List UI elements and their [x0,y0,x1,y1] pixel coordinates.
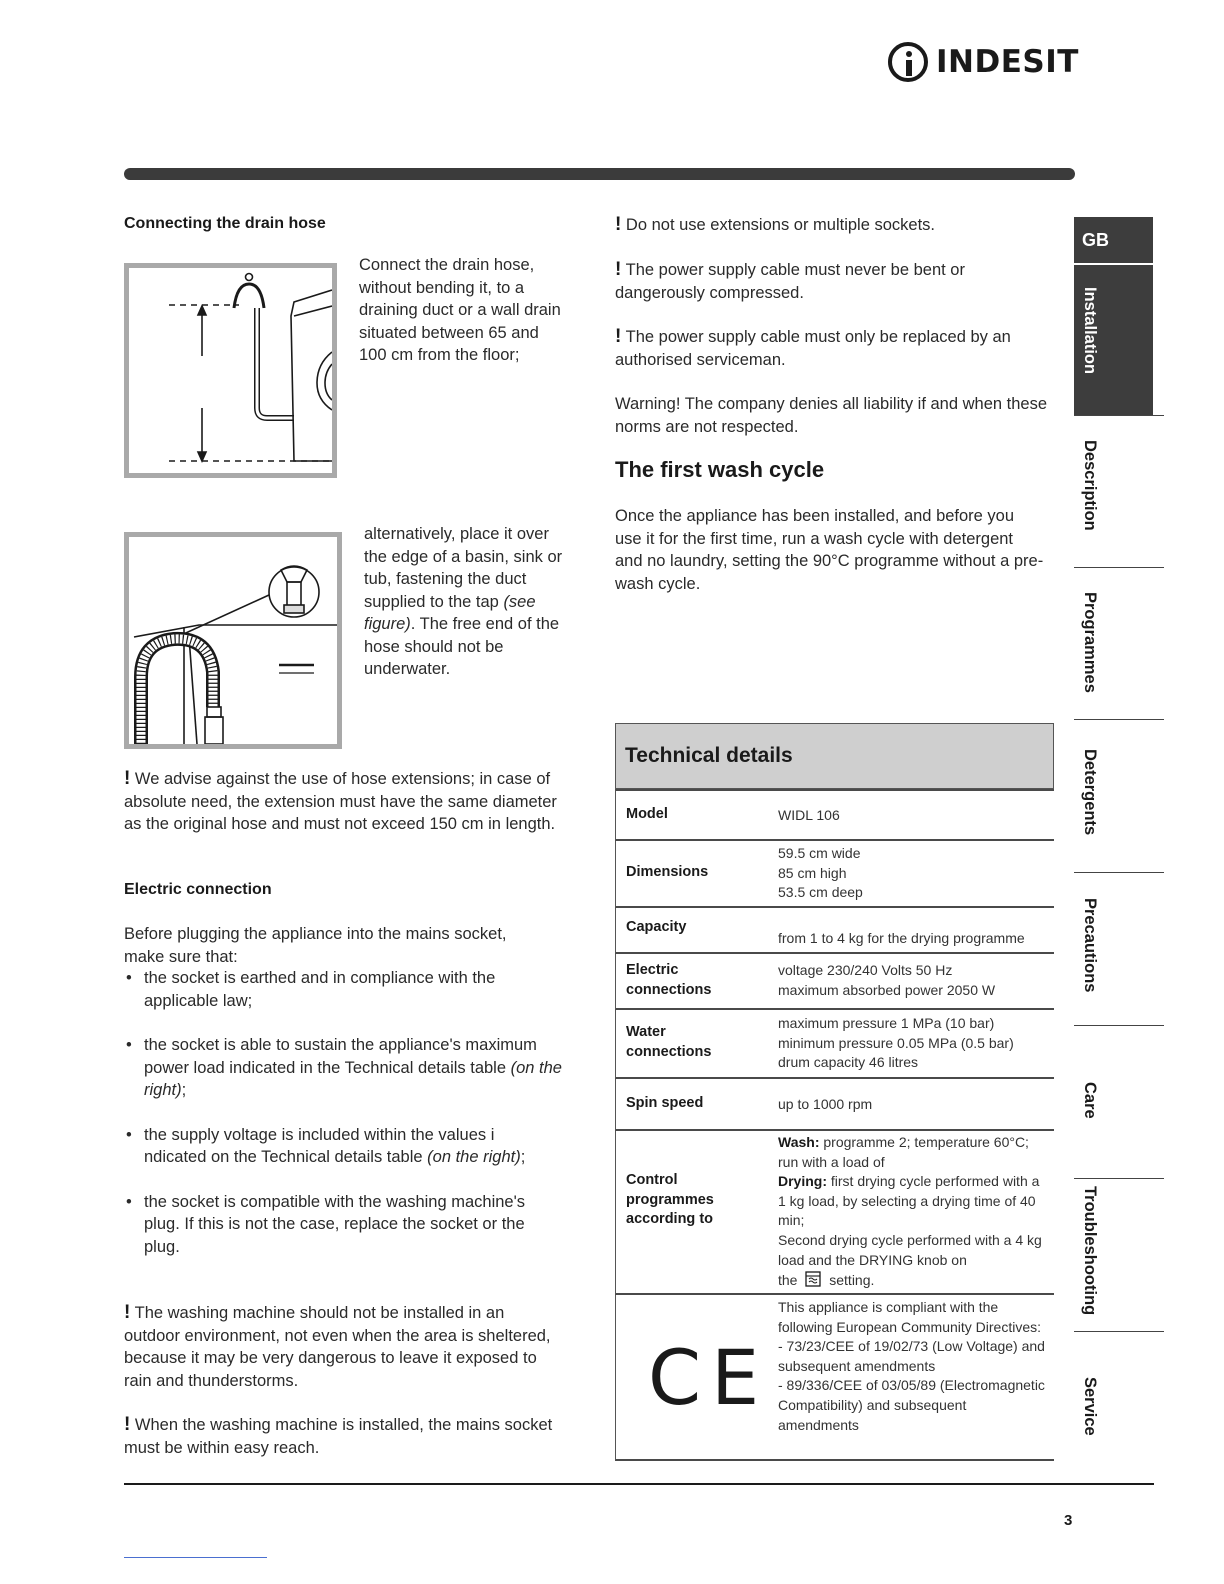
table-row [615,841,1054,908]
table-row [615,789,1054,841]
wall-drain-illustration [129,268,332,473]
table-row [615,1295,1054,1461]
tab-divider [1074,1331,1164,1332]
capacity-value: from 1 to 4 kg for the drying programme [778,930,1025,946]
electric-intro: Before plugging the appliance into the mains socket, make sure that: [124,925,507,966]
cable-bent-warning: ! The power supply cable must never be bent or dangerously compressed. [615,259,965,302]
electric-connection-heading: Electric connection [124,881,272,898]
list-item: • the socket is earthed and in compliance with the applicable law; [124,967,564,1012]
footer-link-underline [124,1557,267,1558]
tab-detergents[interactable]: Detergents [1081,749,1099,836]
tab-divider [1074,415,1164,416]
warning-mark-icon: ! [124,1302,131,1323]
brand-logo [888,38,1079,86]
first-wash-heading: The first wash cycle [615,457,825,482]
brand-name: INDESIT [936,44,1079,80]
tab-divider [1074,567,1164,568]
header-rule [124,168,1075,180]
tab-installation[interactable]: Installation [1081,287,1099,375]
electric-connections-label: Electric connections [626,962,712,998]
list-item: • the supply voltage is included within the values i ndicated on the Technical details table (on the right); [124,1124,544,1169]
tab-description[interactable]: Description [1081,440,1099,531]
warning-mark-icon: ! [124,768,131,789]
indesit-logo-icon [888,42,928,82]
electric-checklist [124,967,564,1280]
drain-hose-heading: Connecting the drain hose [124,215,326,232]
model-label: Model [626,806,668,822]
drain-hose-wall-figure [124,263,337,478]
cable-replace-warning: ! The power supply cable must only be replaced by an authorised serviceman. [615,326,1011,369]
ce-compliance-text: This appliance is compliant with the following European Community Directives: - 73/23/CEE of 19/02/73 (Low Voltage) and subsequent amendments - 89/336/CEE of 03/05/89 (Electromagnetic Compatibility) and subsequent amendments [778,1299,1045,1433]
tab-divider [1074,719,1164,720]
technical-details-title: Technical details [615,723,1054,789]
table-row [615,908,1054,954]
drying-setting-icon [803,1270,823,1288]
ce-mark: CE [648,1333,770,1422]
drain-hose-basin-figure [124,532,342,749]
tab-programmes[interactable]: Programmes [1081,592,1099,693]
tab-country-gb[interactable]: GB [1074,217,1153,263]
dimensions-value: 59.5 cm wide 85 cm high 53.5 cm deep [778,845,863,901]
basin-tap-illustration [129,537,337,744]
footer-rule [124,1483,1154,1485]
electric-connections-value: voltage 230/240 Volts 50 Hz maximum absorbed power 2050 W [778,962,996,998]
hose-extension-warning: ! We advise against the use of hose extensions; in case of absolute need, the extension must have the same diameter as the original hose and must not exceed 150 cm in length. [124,768,557,833]
water-connections-value: maximum pressure 1 MPa (10 bar) minimum pressure 0.05 MPa (0.5 bar) drum capacity 46 litres [778,1015,1014,1071]
drain-hose-text: Connect the drain hose, without bending it, to a draining duct or a wall drain situated between 65 and 100 cm from the floor; [359,256,561,364]
control-programmes-value: Wash: programme 2; temperature 60°C; run with a load of Drying: first drying cycle performed with a 1 kg load, by selecting a drying time of 40 min; Second drying cycle performed with a 4 kg load and the DRYING knob on the setting. [778,1134,1042,1289]
list-item: • the socket is able to sustain the appliance's maximum power load indicated in the Technical details table (on the right); [124,1034,564,1102]
tab-troubleshooting[interactable]: Troubleshooting [1081,1186,1099,1316]
warning-mark-icon: ! [124,1414,131,1435]
table-row [615,954,1054,1010]
dimensions-label: Dimensions [626,864,709,880]
page-number: 3 [1064,1512,1073,1529]
tab-divider [1074,1178,1164,1179]
outdoor-warning: ! The washing machine should not be installed in an outdoor environment, not even when the area is sheltered, because it may be very dangerous to leave it exposed to rain and thunderstorms. [124,1302,551,1390]
water-connections-label: Water connections [626,1024,712,1060]
technical-details-table [615,723,1054,1461]
warning-mark-icon: ! [615,259,622,280]
model-value: WIDL 106 [778,807,840,823]
spin-speed-value: up to 1000 rpm [778,1096,873,1112]
liability-warning: Warning! The company denies all liability if and when these norms are not respected. [615,395,1047,436]
first-wash-text: Once the appliance has been installed, and before you use it for the first time, run a wash cycle with detergent and no laundry, setting the 90°C programme without a pre-wash cycle. [615,507,1044,593]
tab-precautions[interactable]: Precautions [1081,898,1099,993]
table-row [615,1010,1054,1079]
tab-divider [1074,1025,1164,1026]
table-row [615,1079,1054,1131]
drain-basin-text: alternatively, place it over the edge of a basin, sink or tub, fastening the duct supplied to the tap (see figure). The free end of the hose should not be underwater. [364,525,563,678]
spin-speed-label: Spin speed [626,1095,704,1111]
list-item: • the socket is compatible with the washing machine's plug. If this is not the case, replace the socket or the plug. [124,1191,544,1259]
capacity-label: Capacity [626,919,687,935]
tab-service[interactable]: Service [1081,1377,1099,1436]
socket-reach-warning: ! When the washing machine is installed, the mains socket must be within easy reach. [124,1414,553,1457]
warning-mark-icon: ! [615,214,622,235]
tab-care[interactable]: Care [1081,1082,1099,1119]
control-programmes-label: Control programmes according to [626,1172,714,1227]
extensions-warning: ! Do not use extensions or multiple sockets. [615,214,935,235]
warning-mark-icon: ! [615,326,622,347]
table-row [615,1131,1054,1295]
tab-divider [1074,872,1164,873]
